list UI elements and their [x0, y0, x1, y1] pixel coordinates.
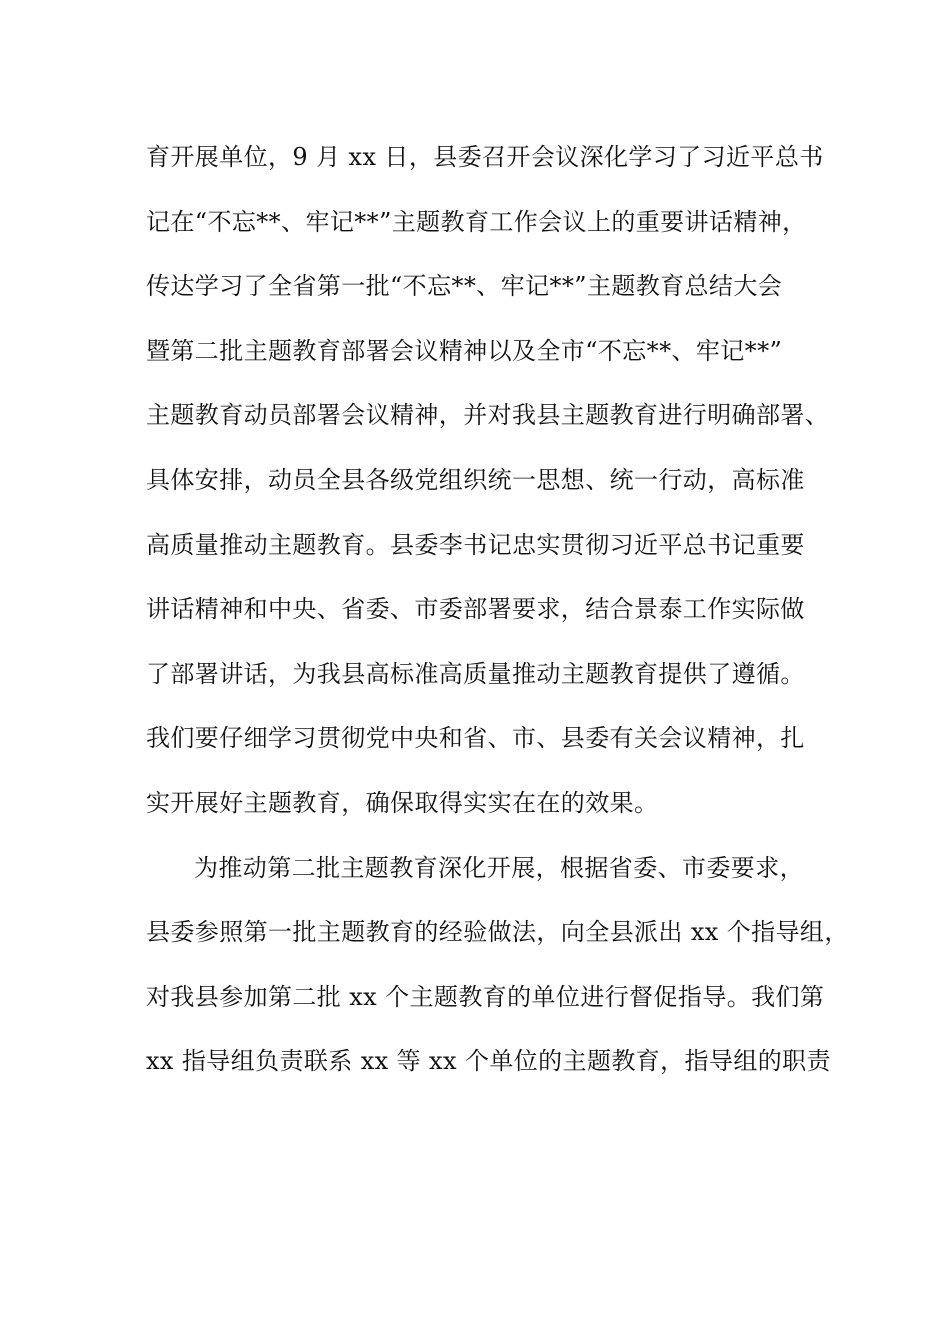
- text-line: 传达学习了全省第一批“不忘**、牢记**”主题教育总结大会: [146, 272, 783, 301]
- text-line: 县委参照第一批主题教育的经验做法，向全县派出 xx 个指导组，: [146, 918, 849, 947]
- text-line: 讲话精神和中央、省委、市委部署要求，结合景泰工作实际做: [146, 595, 805, 624]
- text-line: 具体安排，动员全县各级党组织统一思想、统一行动，高标准: [146, 465, 805, 494]
- text-line: 我们要仔细学习贯彻党中央和省、市、县委有关会议精神，扎: [146, 724, 805, 753]
- text-line: 高质量推动主题教育。县委李书记忠实贯彻习近平总书记重要: [146, 530, 805, 559]
- document-body: [146, 125, 849, 1094]
- paragraph-first-line: 为推动第二批主题教育深化开展，根据省委、市委要求，: [194, 853, 804, 882]
- text-line: 暨第二批主题教育部署会议精神以及全市“不忘**、牢记**”: [146, 336, 783, 365]
- text-line: 对我县参加第二批 xx 个主题教育的单位进行督促指导。我们第: [146, 982, 825, 1011]
- text-line: 实开展好主题教育，确保取得实实在在的效果。: [146, 788, 659, 817]
- text-line: 了部署讲话，为我县高标准高质量推动主题教育提供了遵循。: [146, 659, 805, 688]
- text-line: xx 指导组负责联系 xx 等 xx 个单位的主题教育，指导组的职责: [146, 1047, 831, 1076]
- text-line: 育开展单位，9 月 xx 日，县委召开会议深化学习了习近平总书: [146, 143, 824, 171]
- text-line: 记在“不忘**、牢记**”主题教育工作会议上的重要讲话精神，: [146, 207, 807, 236]
- text-line: 主题教育动员部署会议精神，并对我县主题教育进行明确部署、: [146, 401, 830, 430]
